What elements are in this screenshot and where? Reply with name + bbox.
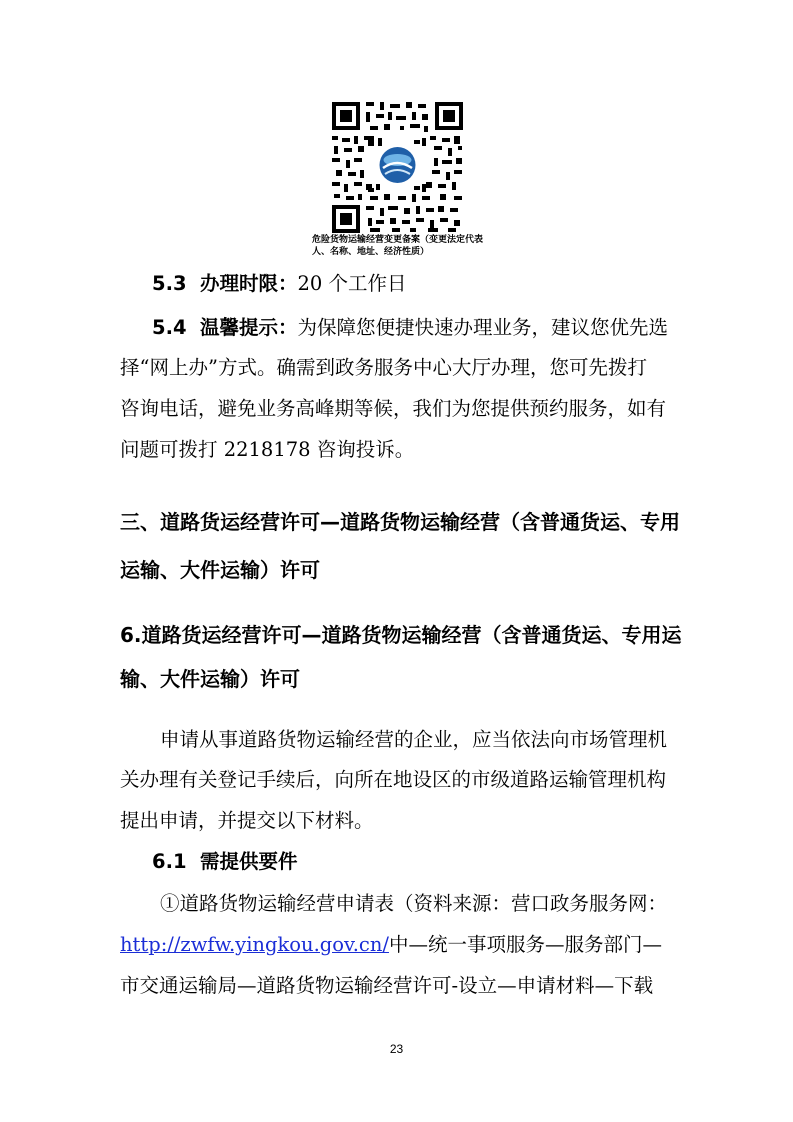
item-number: 5.4: [152, 316, 187, 339]
item-5-4: [120, 315, 680, 341]
item-number: 6.1: [152, 850, 187, 873]
zwfw-link[interactable]: http://zwfw.yingkou.gov.cn/: [120, 933, 389, 956]
qr-code-image: [330, 100, 465, 235]
link-trailing-text: 中—统一事项服务—服务部门—: [388, 933, 662, 956]
section-heading-line-2: 运输、大件运输）许可: [120, 558, 320, 582]
section-heading-line-1: 三、道路货运经营许可—道路货物运输经营（含普通货运、专用: [120, 510, 680, 534]
qr-caption: [312, 234, 487, 258]
item-text: 20 个工作日: [297, 272, 407, 295]
paragraph-line: 择“网上办”方式。确需到政务服务中心大厅办理，您可先拨打: [120, 356, 647, 379]
paragraph-line: 咨询电话，避免业务高峰期等候，我们为您提供预约服务，如有: [120, 397, 667, 420]
subsection-heading-line-2: 输、大件运输）许可: [120, 667, 300, 691]
qr-caption-line-2: 人、名称、地址、经济性质）: [312, 247, 430, 257]
qr-caption-line-1: 危险货物运输经营变更备案（变更法定代表: [312, 235, 484, 245]
item-label: 办理时限：: [200, 272, 298, 295]
paragraph-line: 关办理有关登记手续后，向所在地设区的市级道路运输管理机构: [120, 768, 667, 791]
paragraph-line-with-link: [120, 932, 680, 958]
paragraph-line: 申请从事道路货物运输经营的企业，应当依法向市场管理机: [160, 728, 668, 751]
item-text: 为保障您便捷快速办理业务，建议您优先选: [297, 316, 669, 339]
paragraph-line: 问题可拨打 2218178 咨询投诉。: [120, 438, 415, 461]
item-6-1: [120, 849, 680, 875]
item-label: 需提供要件: [200, 850, 298, 873]
item-5-3: [120, 271, 680, 297]
item-label: 温馨提示：: [200, 316, 298, 339]
paragraph-line: 市交通运输局—道路货物运输经营许可-设立—申请材料—下载: [120, 974, 654, 997]
subsection-heading-line-1: 6.道路货运经营许可—道路货物运输经营（含普通货运、专用运: [120, 623, 682, 647]
item-number: 5.3: [152, 272, 187, 295]
paragraph-line: ①道路货物运输经营申请表（资料来源：营口政务服务网：: [160, 892, 668, 915]
page-number: 23: [389, 1042, 404, 1056]
paragraph-line: 提出申请，并提交以下材料。: [120, 809, 374, 832]
